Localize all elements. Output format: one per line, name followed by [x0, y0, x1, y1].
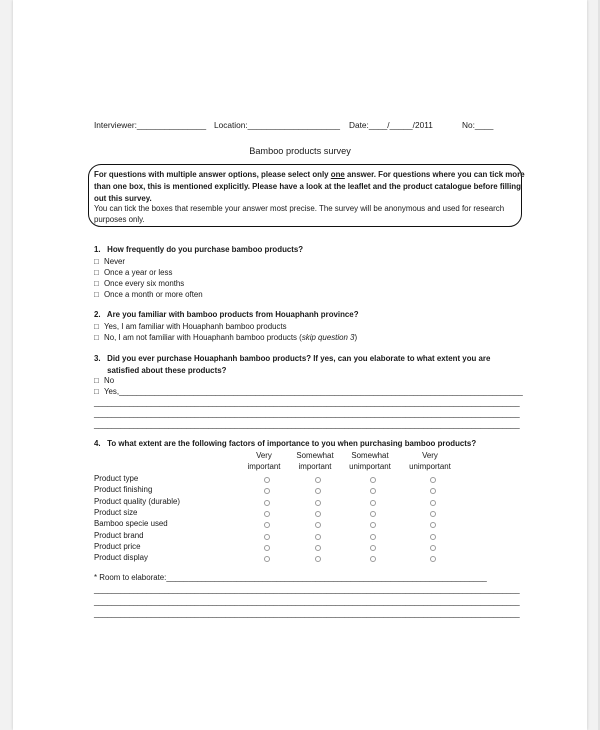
radio-option-icon[interactable]	[315, 500, 321, 506]
radio-option-icon[interactable]	[430, 477, 436, 483]
radio-option-icon[interactable]	[370, 500, 376, 506]
radio-option-icon[interactable]	[315, 488, 321, 494]
elaborate-line[interactable]: * Room to elaborate:_________________________________________________________________________	[94, 573, 487, 582]
radio-option-icon[interactable]	[315, 556, 321, 562]
q3-option-yes[interactable]	[94, 387, 523, 396]
q3-option-no[interactable]	[94, 376, 114, 385]
q1-option-monthly[interactable]	[94, 290, 203, 299]
option-label: Once every six months	[104, 279, 185, 288]
checkbox-icon[interactable]: □	[94, 268, 99, 277]
radio-option-icon[interactable]	[370, 534, 376, 540]
column-very-important: Very important	[247, 451, 281, 471]
q3-answer-line[interactable]: _________________________________________________________________________________________________	[94, 398, 520, 407]
instructions-line-3: out this survey.	[94, 194, 152, 203]
option-label: Once a month or more often	[104, 290, 203, 299]
radio-option-icon[interactable]	[430, 545, 436, 551]
question-4: 4. To what extent are the following factors of importance to you when purchasing bamboo products?	[94, 439, 477, 448]
q1-option-yearly[interactable]	[94, 268, 172, 277]
question-3-line-1: 3. Did you ever purchase Houaphanh bamboo products? If yes, can you elaborate to what extent you are	[94, 354, 491, 363]
radio-option-icon[interactable]	[370, 488, 376, 494]
option-label: No	[104, 376, 115, 385]
checkbox-icon[interactable]: □	[94, 290, 99, 299]
radio-option-icon[interactable]	[315, 477, 321, 483]
instructions-emphasis: one	[330, 170, 345, 179]
radio-option-icon[interactable]	[315, 511, 321, 517]
radio-option-icon[interactable]	[430, 488, 436, 494]
instructions-line-5: purposes only.	[94, 215, 145, 224]
q3-answer-line[interactable]: _________________________________________________________________________________________________	[94, 420, 520, 429]
q1-option-never[interactable]	[94, 257, 125, 266]
factor-label: Product display	[94, 553, 148, 563]
factor-label: Product finishing	[94, 485, 153, 495]
option-label: Yes, I am familiar with Houaphanh bamboo products	[104, 322, 287, 331]
radio-option-icon[interactable]	[430, 511, 436, 517]
instructions-text: For questions with multiple answer options, please select only	[94, 170, 331, 179]
radio-option-icon[interactable]	[430, 556, 436, 562]
radio-option-icon[interactable]	[370, 545, 376, 551]
interviewer-field: Interviewer:_______________	[94, 120, 207, 130]
survey-title: Bamboo products survey	[249, 146, 351, 156]
column-somewhat-unimportant: Somewhat unimportant	[349, 451, 391, 471]
elaborate-answer-line[interactable]: _________________________________________________________________________________________________	[94, 585, 520, 594]
radio-option-icon[interactable]	[370, 477, 376, 483]
radio-option-icon[interactable]	[315, 522, 321, 528]
radio-option-icon[interactable]	[264, 556, 270, 562]
elaborate-answer-line[interactable]: _________________________________________________________________________________________________	[94, 597, 520, 606]
radio-option-icon[interactable]	[430, 522, 436, 528]
radio-option-icon[interactable]	[370, 522, 376, 528]
checkbox-icon[interactable]: □	[94, 322, 99, 331]
factor-label: Bamboo specie used	[94, 519, 168, 529]
factor-label: Product size	[94, 507, 138, 517]
checkbox-icon[interactable]: □	[94, 279, 99, 288]
instructions-line-1	[94, 170, 525, 179]
radio-option-icon[interactable]	[315, 534, 321, 540]
question-1: 1. How frequently do you purchase bamboo products?	[94, 245, 304, 254]
radio-option-icon[interactable]	[264, 511, 270, 517]
number-field: No:____	[462, 120, 494, 130]
checkbox-icon[interactable]: □	[94, 376, 99, 385]
option-label: Once a year or less	[104, 268, 173, 277]
factor-label: Product type	[94, 474, 139, 483]
question-2: 2. Are you familiar with bamboo products from Houaphanh province?	[94, 310, 359, 319]
option-label: No, I am not familiar with Houaphanh bamboo products (	[104, 333, 302, 342]
q2-option-no[interactable]	[94, 333, 357, 342]
radio-option-icon[interactable]	[264, 545, 270, 551]
factor-label: Product brand	[94, 530, 144, 540]
radio-option-icon[interactable]	[264, 477, 270, 483]
radio-option-icon[interactable]	[370, 511, 376, 517]
question-3-line-2: satisfied about these products?	[94, 366, 227, 375]
instructions-text: answer. For questions where you can tick more	[344, 170, 525, 179]
radio-option-icon[interactable]	[370, 556, 376, 562]
q2-option-yes[interactable]	[94, 322, 287, 331]
radio-option-icon[interactable]	[264, 488, 270, 494]
instructions-line-4: You can tick the boxes that resemble your answer most precise. The survey will be anonymous and used for research	[94, 204, 505, 213]
option-label: Never	[104, 257, 126, 266]
instructions-line-2: than one box, this is mentioned explicitly. Please have a look at the leaflet and the product catalogue before filling	[94, 182, 521, 191]
radio-option-icon[interactable]	[264, 522, 270, 528]
radio-option-icon[interactable]	[430, 534, 436, 540]
radio-option-icon[interactable]	[264, 500, 270, 506]
survey-page	[13, 0, 587, 730]
checkbox-icon[interactable]: □	[94, 387, 99, 396]
elaborate-answer-line[interactable]: _________________________________________________________________________________________________	[94, 609, 520, 618]
radio-option-icon[interactable]	[430, 500, 436, 506]
option-label: Yes,____________________________________________________________________________________________	[104, 387, 523, 396]
radio-option-icon[interactable]	[315, 545, 321, 551]
q3-answer-line[interactable]: _________________________________________________________________________________________________	[94, 409, 520, 418]
checkbox-icon[interactable]: □	[94, 257, 99, 266]
radio-option-icon[interactable]	[264, 534, 270, 540]
checkbox-icon[interactable]: □	[94, 333, 99, 342]
option-label: )	[354, 333, 358, 342]
date-field: Date:____/_____/2011	[349, 120, 433, 130]
q1-option-six-months[interactable]	[94, 279, 184, 288]
factor-label: Product price	[94, 541, 141, 551]
location-field: Location:____________________	[214, 120, 340, 130]
factor-label: Product quality (durable)	[94, 496, 180, 506]
column-very-unimportant: Very unimportant	[409, 451, 451, 471]
column-somewhat-important: Somewhat important	[296, 451, 334, 471]
skip-note: skip question 3	[301, 333, 355, 342]
